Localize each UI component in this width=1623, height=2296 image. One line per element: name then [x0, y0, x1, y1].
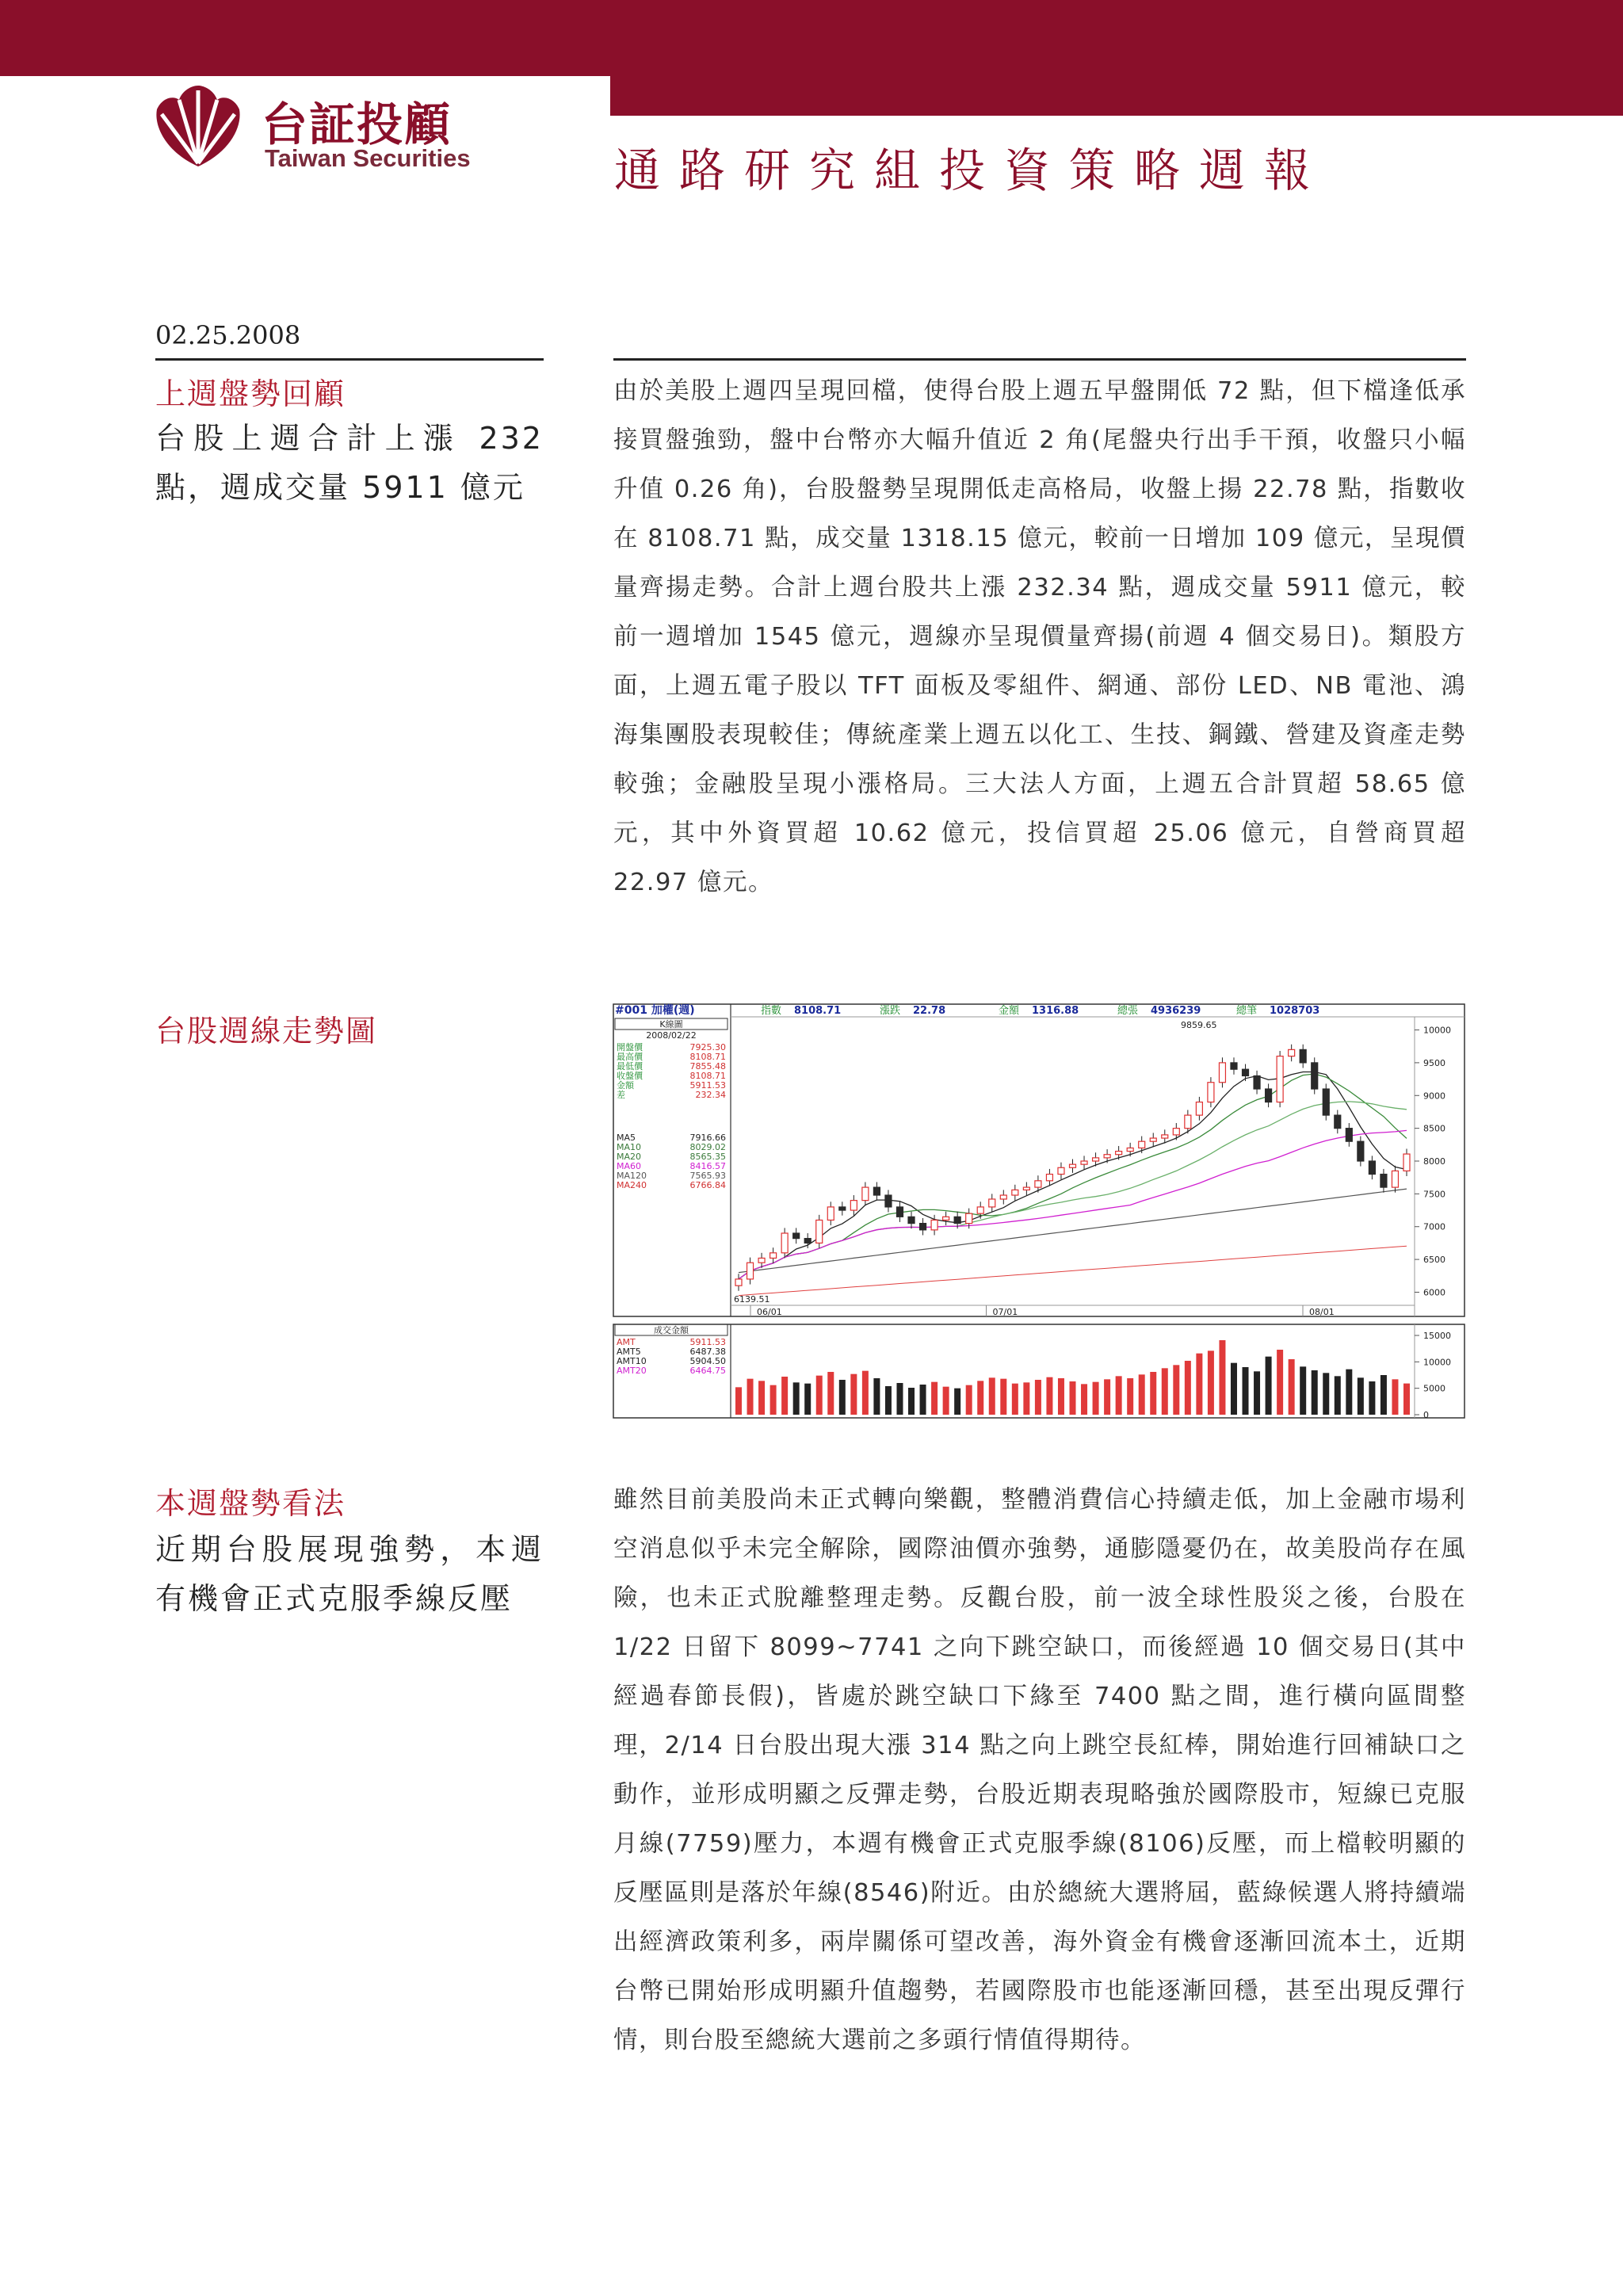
info-row-label: 金額	[617, 1080, 634, 1091]
candle	[1323, 1083, 1329, 1120]
info-row-label: 最低價	[617, 1061, 643, 1072]
volume-row-label: AMT20	[617, 1366, 647, 1376]
volume-bar	[920, 1385, 926, 1415]
candle-body-down	[885, 1195, 892, 1207]
volume-bar	[1070, 1381, 1076, 1415]
volume-bar	[908, 1388, 915, 1415]
info-date: 2008/02/22	[646, 1030, 697, 1041]
volume-row-value: 5911.53	[689, 1337, 726, 1347]
section-summary-outlook: 近期台股展現強勢，本週有機會正式克服季線反壓	[155, 1532, 544, 1616]
volume-tick-label: 5000	[1423, 1383, 1445, 1394]
candle-body-down	[1231, 1063, 1237, 1069]
right-divider	[613, 358, 1466, 361]
candle-body-down	[954, 1217, 960, 1223]
section-summary-weekly-review: 台股上週合計上漲 232 點，週成交量 5911 億元	[155, 421, 544, 505]
candle-body-up	[1070, 1164, 1076, 1167]
header-field-label: 指數	[761, 1005, 782, 1017]
candle-body-up	[966, 1213, 972, 1223]
header-field-value: 1316.88	[1032, 1005, 1079, 1017]
header-bar	[0, 0, 1623, 76]
chart-code: #001 加權(週)	[615, 1004, 695, 1017]
candle-body-up	[1208, 1083, 1214, 1102]
price-tick-label: 10000	[1423, 1025, 1451, 1036]
volume-tick-label: 0	[1423, 1410, 1429, 1420]
volume-bar	[735, 1387, 742, 1415]
ma-row-value: 7916.66	[689, 1133, 726, 1143]
candle-body-down	[1346, 1129, 1352, 1142]
volume-tick-label: 10000	[1423, 1357, 1451, 1368]
price-tick-label: 7500	[1423, 1189, 1445, 1200]
info-row-value: 7925.30	[689, 1042, 726, 1052]
candle-body-down	[1381, 1175, 1387, 1188]
candle-body-up	[1173, 1129, 1179, 1135]
volume-bar	[1243, 1367, 1249, 1415]
ma-row-label: MA10	[617, 1142, 642, 1152]
volume-bar	[1312, 1370, 1318, 1415]
candle-body-up	[1150, 1138, 1156, 1141]
volume-bar	[954, 1389, 960, 1415]
weekly-chart-svg	[610, 1001, 1471, 1421]
volume-bar	[873, 1378, 880, 1415]
candle-body-up	[1403, 1154, 1410, 1171]
volume-bar	[1035, 1380, 1041, 1415]
candle-body-up	[770, 1253, 777, 1259]
volume-bar	[1358, 1377, 1364, 1415]
volume-bar	[1093, 1382, 1099, 1415]
volume-bar	[1150, 1372, 1156, 1415]
volume-bar	[885, 1386, 892, 1415]
volume-bar	[758, 1381, 765, 1415]
x-tick-label: 07/01	[992, 1307, 1018, 1317]
price-tick-label: 6000	[1423, 1287, 1445, 1298]
candle-body-down	[1369, 1161, 1375, 1175]
candle-body-up	[977, 1207, 983, 1213]
company-logo	[151, 81, 515, 176]
candle-body-down	[839, 1207, 846, 1210]
candle-body-up	[1139, 1141, 1145, 1148]
price-tick-label: 8000	[1423, 1156, 1445, 1167]
volume-bar	[1162, 1368, 1168, 1415]
info-row-label: 收盤價	[617, 1071, 643, 1081]
volume-bar	[1023, 1382, 1029, 1415]
volume-bar	[1323, 1373, 1329, 1415]
candle-body-up	[862, 1187, 869, 1201]
candle-body-up	[1046, 1175, 1052, 1181]
volume-bar	[1277, 1350, 1283, 1415]
candle-body-up	[850, 1201, 857, 1210]
header-field-label: 總筆	[1236, 1005, 1258, 1017]
ma-row-label: MA120	[617, 1171, 647, 1181]
volume-bar	[1046, 1377, 1052, 1415]
candle-body-down	[1312, 1063, 1318, 1089]
candle-body-up	[931, 1220, 938, 1229]
ma-row-label: MA60	[617, 1161, 642, 1171]
header-field-label: 總張	[1117, 1005, 1139, 1017]
volume-bar	[896, 1383, 903, 1415]
volume-bar	[1081, 1384, 1087, 1415]
candle-body-down	[920, 1224, 926, 1230]
candle-body-up	[989, 1199, 995, 1207]
volume-bar	[1208, 1350, 1214, 1415]
volume-bar	[862, 1371, 869, 1415]
info-row-label: 開盤價	[617, 1042, 643, 1052]
volume-bar	[1335, 1376, 1341, 1415]
volume-bar	[1196, 1354, 1202, 1415]
volume-bar	[1346, 1370, 1352, 1415]
info-row-label: 最高價	[617, 1052, 643, 1062]
price-tick-label: 7000	[1423, 1221, 1445, 1232]
info-row-value: 232.34	[695, 1090, 726, 1100]
candle-body-up	[1162, 1135, 1168, 1138]
candle-body-up	[747, 1263, 754, 1279]
candle-body-up	[1196, 1102, 1202, 1116]
candle-body-up	[1289, 1049, 1295, 1056]
volume-bar	[1185, 1361, 1191, 1415]
section-heading-weekly-chart: 台股週線走勢圖	[155, 1014, 378, 1049]
info-row-value: 7855.48	[689, 1061, 726, 1072]
volume-bar	[804, 1384, 811, 1415]
volume-bar	[1289, 1359, 1295, 1415]
volume-bar	[977, 1381, 983, 1415]
price-tick-label: 8500	[1423, 1123, 1445, 1134]
info-row-value: 5911.53	[689, 1080, 726, 1091]
volume-bar	[1058, 1378, 1064, 1415]
header-field-value: 4936239	[1151, 1005, 1201, 1017]
report-title: 通路研究組投資策略週報	[614, 143, 1330, 197]
header-field-label: 金額	[999, 1005, 1020, 1017]
candle-body-down	[1358, 1141, 1364, 1161]
candle-body-down	[793, 1233, 800, 1239]
section-heading-weekly-review: 上週盤勢回顧	[155, 376, 346, 411]
x-tick-label: 06/01	[757, 1307, 782, 1317]
candle-body-up	[1012, 1190, 1018, 1195]
volume-bar	[827, 1372, 834, 1415]
candle-body-up	[1127, 1148, 1133, 1151]
volume-bar	[1231, 1363, 1237, 1415]
volume-bar	[943, 1387, 949, 1415]
candle-body-up	[1185, 1115, 1191, 1129]
left-divider	[155, 358, 544, 361]
candle-body-down	[804, 1239, 811, 1244]
candle-body-up	[758, 1258, 765, 1263]
candle-body-up	[1000, 1195, 1006, 1199]
shell-logo-icon	[151, 81, 246, 173]
volume-bar	[1012, 1384, 1018, 1415]
info-title: K線圖	[659, 1019, 683, 1030]
ma-row-value: 8565.35	[689, 1152, 726, 1162]
ma-row-value: 8416.57	[689, 1161, 726, 1171]
volume-bar	[747, 1379, 754, 1415]
volume-bar	[1173, 1365, 1179, 1415]
candle-body-up	[1392, 1171, 1398, 1187]
volume-bar	[850, 1374, 857, 1415]
volume-bar	[1300, 1366, 1306, 1415]
volume-bar	[1116, 1376, 1122, 1415]
volume-bar	[1139, 1374, 1145, 1415]
volume-bar	[793, 1382, 800, 1415]
header-field-value: 22.78	[913, 1005, 946, 1017]
info-row-value: 8108.71	[689, 1071, 726, 1081]
volume-bar	[1403, 1384, 1410, 1415]
candle-body-up	[827, 1207, 834, 1221]
volume-bar	[1369, 1381, 1375, 1415]
volume-bar	[816, 1376, 823, 1415]
section-body-outlook: 雖然目前美股尚未正式轉向樂觀，整體消費信心持續走低，加上金融市場利空消息似乎未完全解除，國際油價亦強勢，通膨隱憂仍在，故美股尚存在風險，也未正式脫離整理走勢。反觀台股，前一波全球性股災之後，台股在 1/22 日留下 8099~7741 之向下跳空缺口，而後經過 10 個交易日(其中經過春節長假)，皆處於跳空缺口下緣至 7400 點之間，進行橫向區間整理，2/14 日台股出現大漲 314 點之向上跳空長紅棒，開始進行回補缺口之動作，並形成明顯之反彈走勢，台股近期表現略強於國際股市，短線已克服月線(7759)壓力，本週有機會正式克服季線(8106)反壓，而上檔較明顯的反壓區則是落於年線(8546)附近。由於總統大選將屆，藍綠候選人將持續端出經濟政策利多，兩岸關係可望改善，海外資金有機會逐漸回流本土，近期台幣已開始形成明顯升值趨勢，若國際股市也能逐漸回穩，甚至出現反彈行情，則台股至總統大選前之多頭行情值得期待。	[613, 1486, 1466, 2054]
candle-body-up	[1081, 1161, 1087, 1164]
volume-row-label: AMT10	[617, 1356, 647, 1366]
volume-bar	[1381, 1375, 1387, 1415]
volume-row-value: 6464.75	[689, 1366, 726, 1376]
candle-body-up	[1116, 1152, 1122, 1155]
ma-row-value: 8029.02	[689, 1142, 726, 1152]
report-date: 02.25.2008	[155, 320, 301, 350]
candle	[1312, 1057, 1318, 1094]
candle-body-up	[943, 1217, 949, 1220]
candle-body-up	[1277, 1056, 1283, 1102]
price-tick-label: 6500	[1423, 1255, 1445, 1266]
header-field-label: 漲跌	[880, 1005, 901, 1017]
volume-bar	[1219, 1340, 1225, 1415]
weekly-chart	[610, 1001, 1471, 1421]
volume-bar	[770, 1385, 777, 1415]
volume-bar	[1127, 1378, 1133, 1415]
info-row-value: 8108.71	[689, 1052, 726, 1062]
candle-body-up	[1219, 1063, 1225, 1083]
candle-body-down	[896, 1207, 903, 1217]
header-field-value: 1028703	[1270, 1005, 1320, 1017]
candle-body-up	[1035, 1181, 1041, 1187]
volume-row-label: AMT5	[617, 1347, 641, 1357]
price-tick-label: 9500	[1423, 1057, 1445, 1068]
candle-body-down	[1323, 1089, 1329, 1115]
candle-body-down	[908, 1217, 915, 1223]
volume-bar	[931, 1382, 938, 1415]
candle-body-down	[1266, 1089, 1272, 1102]
volume-bar	[1266, 1357, 1272, 1415]
candle-body-up	[816, 1220, 823, 1243]
ma-row-label: MA20	[617, 1152, 642, 1162]
section-body-weekly-review: 由於美股上週四呈現回檔，使得台股上週五早盤開低 72 點，但下檔逢低承接買盤強勁，盤中台幣亦大幅升值近 2 角(尾盤央行出手干預，收盤只小幅升值 0.26 角)，台股盤勢呈現開低走高格局，收盤上揚 22.78 點，指數收在 8108.71 點，成交量 1318.15 億元，較前一日增加 109 億元，呈現價量齊揚走勢。合計上週台股共上漲 232.34 點，週成交量 5911 億元，較前一週增加 1545 億元，週線亦呈現價量齊揚(前週 4 個交易日)。類股方面，上週五電子股以 TFT 面板及零組件、網通、部份 LED、NB 電池、鴻海集團股表現較佳；傳統產業上週五以化工、生技、鋼鐵、營建及資產走勢較強；金融股呈現小漲格局。三大法人方面，上週五合計買超 58.65 億元，其中外資買超 10.62 億元，投信買超 25.06 億元，自營商買超 22.97 億元。	[613, 377, 1466, 896]
section-heading-outlook: 本週盤勢看法	[155, 1486, 346, 1521]
volume-bar	[839, 1380, 846, 1415]
info-row-label: 差	[617, 1090, 625, 1100]
volume-bar	[1254, 1371, 1260, 1415]
candle-body-down	[1300, 1049, 1306, 1063]
header-bar-extension	[610, 76, 1623, 116]
low-label: 6139.51	[734, 1294, 770, 1305]
candle-body-down	[1254, 1075, 1260, 1089]
volume-bar	[989, 1377, 995, 1415]
ma-row-value: 6766.84	[689, 1180, 726, 1190]
ma-row-label: MA5	[617, 1133, 636, 1143]
volume-bar	[781, 1377, 788, 1415]
volume-bar	[1000, 1379, 1006, 1415]
volume-row-label: AMT	[617, 1337, 636, 1347]
candle	[1277, 1051, 1283, 1107]
logo-chinese-name: 台証投顧	[262, 97, 453, 151]
ma-row-value: 7565.93	[689, 1171, 726, 1181]
volume-bar	[1104, 1379, 1110, 1415]
ma-row-label: MA240	[617, 1180, 647, 1190]
candle-body-up	[781, 1233, 788, 1253]
volume-tick-label: 15000	[1423, 1331, 1451, 1341]
candle-body-up	[1058, 1167, 1064, 1174]
volume-row-value: 5904.50	[689, 1356, 726, 1366]
header-field-value: 8108.71	[794, 1005, 842, 1017]
price-tick-label: 9000	[1423, 1091, 1445, 1102]
candle	[816, 1215, 823, 1248]
volume-title: 成交金額	[654, 1325, 689, 1335]
x-tick-label: 08/01	[1309, 1307, 1335, 1317]
candle-body-down	[1335, 1115, 1341, 1129]
high-label: 9859.65	[1181, 1020, 1217, 1030]
volume-bar	[966, 1385, 972, 1415]
volume-row-value: 6487.38	[689, 1347, 726, 1357]
candle-body-down	[1243, 1069, 1249, 1075]
candle-body-up	[1104, 1155, 1110, 1158]
candle-body-up	[1093, 1158, 1099, 1161]
candle-body-up	[735, 1279, 742, 1286]
candle-body-down	[873, 1187, 880, 1195]
volume-bar	[1392, 1379, 1398, 1415]
candle-body-up	[1023, 1187, 1029, 1190]
logo-english-name: Taiwan Securities	[265, 144, 471, 172]
